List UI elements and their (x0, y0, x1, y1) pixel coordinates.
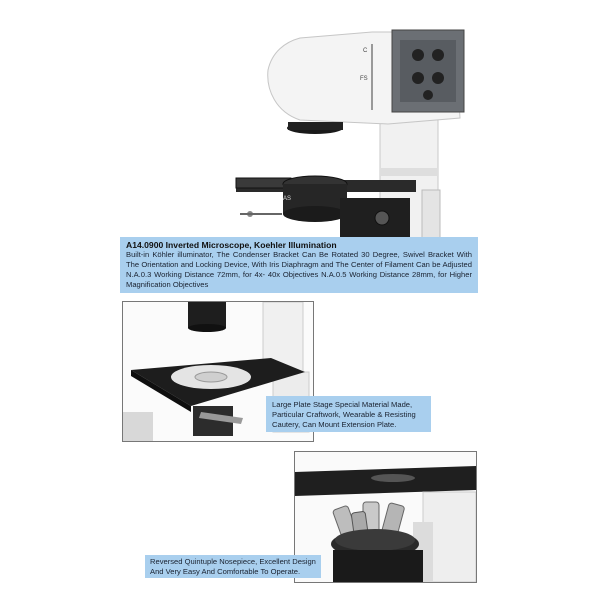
nosepiece-illustration (295, 452, 476, 582)
pillar-joint (380, 168, 438, 176)
objective-bottom (188, 324, 226, 332)
knob-4 (432, 72, 444, 84)
caption-title: A14.0900 Inverted Microscope, Koehler Illumination (126, 240, 337, 250)
illumination-caption (120, 237, 478, 293)
microscope-illuminator-illustration (0, 0, 600, 250)
condenser-knob (375, 211, 389, 225)
lower-bracket (123, 412, 153, 441)
knob-1 (412, 49, 424, 61)
nosepiece-caption: Reversed Quintuple Nosepiece, Excellent Design And Very Easy And Comfortable To Operate. (145, 555, 321, 578)
nosepiece-turret-top (335, 529, 415, 551)
caption-body: Built-in Köhler illuminator, The Condenser Bracket Can Be Rotated 30 Degree, Swivel Bracket With The Orientation and Locking Device, With Iris Diaphragm and The Center of Filament Can be Adjusted N.A.0.3 Working Distance 72mm, for 4x- 40x Objectives N.A.0.5 Working Distance 28mm, for Higher Magnification Objectives (126, 250, 472, 289)
knob-2 (432, 49, 444, 61)
head-label-fs: FS (360, 76, 368, 82)
lens-body (288, 122, 343, 130)
stage-caption: Large Plate Stage Special Material Made, Particular Craftwork, Wearable & Resisting Cautery, Can Mount Extension Plate. (266, 396, 431, 432)
stage-inner (195, 372, 227, 382)
nosepiece-photo-panel (294, 451, 477, 583)
condenser-ring-bottom (283, 206, 347, 222)
nosepiece-stage-hole (371, 474, 415, 482)
stage-label-as: AS (283, 196, 292, 202)
head-label-c: C (363, 48, 368, 54)
knob-5 (423, 90, 433, 100)
nosepiece-lower (333, 550, 423, 582)
knob-3 (412, 72, 424, 84)
